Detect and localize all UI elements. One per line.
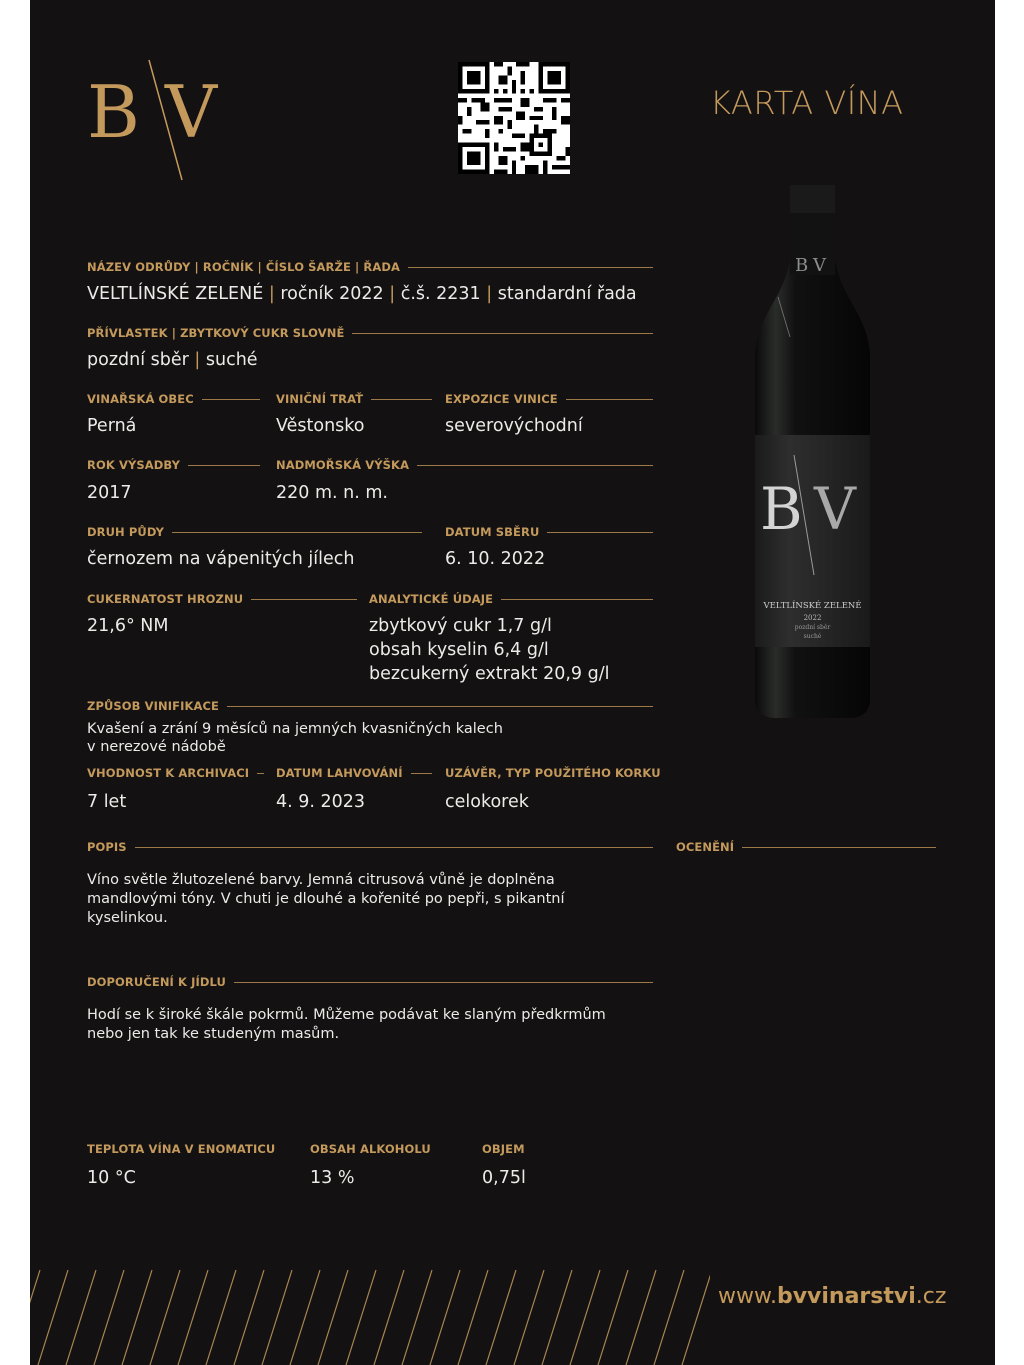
bottle-label-logo-b: B [760, 475, 803, 543]
website-suffix: .cz [915, 1284, 947, 1309]
temperature-value: 10 °C [87, 1168, 136, 1188]
predicate-value: pozdní sběr | suché [87, 350, 258, 370]
page-title: KARTA VÍNA [710, 84, 904, 122]
residual-sugar-value: zbytkový cukr 1,7 g/l [369, 616, 552, 636]
extract-value: bezcukerný extrakt 20,9 g/l [369, 664, 610, 684]
volume-value: 0,75l [482, 1168, 526, 1188]
tract-value: Věstonsko [276, 416, 365, 436]
bottle-label-predicate: pozdní sběr [794, 624, 831, 631]
village-label-text: VINAŘSKÁ OBEC [87, 392, 194, 406]
archive-label-text: VHODNOST K ARCHIVACI [87, 766, 250, 780]
planting-value: 2017 [87, 483, 132, 503]
acidity-value: obsah kyselin 6,4 g/l [369, 640, 549, 660]
bottle-label-year: 2022 [803, 614, 822, 622]
logo-letter-b: B [87, 70, 140, 154]
soil-value: černozem na vápenitých jílech [87, 549, 355, 569]
variety-label-text: NÁZEV ODRŮDY | ROČNÍK | ČÍSLO ŠARŽE | ŘADA [87, 260, 401, 274]
bottling-value: 4. 9. 2023 [276, 792, 366, 812]
alcohol-value: 13 % [310, 1168, 355, 1188]
archive-value: 7 let [87, 792, 127, 812]
vinification-line-1: Kvašení a zrání 9 měsíců na jemných kvasničných kalech [87, 721, 503, 737]
closure-value: celokorek [445, 792, 529, 812]
exposure-value: severovýchodní [445, 416, 583, 436]
soil-label [87, 525, 422, 539]
analytic-label-text: ANALYTICKÉ ÚDAJE [369, 592, 494, 606]
closure-label-text: UZÁVĚR, TYP POUŽITÉHO KORKU [445, 766, 661, 780]
wine-predicate: pozdní sběr [87, 350, 189, 370]
wine-bottle-image [750, 185, 875, 725]
wine-vintage: ročník 2022 [280, 284, 384, 304]
altitude-value: 220 m. n. m. [276, 483, 388, 503]
predicate-label-text: PŘÍVLASTEK | ZBYTKOVÝ CUKR SLOVNĚ [87, 326, 345, 340]
altitude-label [276, 458, 653, 472]
variety-value: VELTLÍNSKÉ ZELENÉ | ročník 2022 | č.š. 2231 | standardní řada [87, 284, 637, 304]
archive-label [87, 766, 264, 780]
predicate-section-label [87, 326, 653, 340]
decorative-stripes [30, 1270, 710, 1365]
pairing-line-2: nebo jen tak ke studeným masům. [87, 1026, 340, 1042]
closure-label [445, 766, 661, 780]
planting-label-text: ROK VÝSADBY [87, 458, 181, 472]
village-value: Perná [87, 416, 137, 436]
harvest-label [445, 525, 653, 539]
vinification-line-2: v nerezové nádobě [87, 739, 226, 755]
exposure-label [445, 392, 653, 406]
altitude-label-text: NADMOŘSKÁ VÝŠKA [276, 458, 410, 472]
planting-label [87, 458, 260, 472]
description-line-1: Víno světle žlutozelené barvy. Jemná citrusová vůně je doplněna [87, 872, 555, 888]
wine-name: VELTLÍNSKÉ ZELENÉ [87, 284, 264, 304]
harvest-label-text: DATUM SBĚRU [445, 525, 540, 539]
exposure-label-text: EXPOZICE VINICE [445, 392, 558, 406]
bottle-neck-logo-v: V [813, 255, 826, 276]
sugar-value: 21,6° NM [87, 616, 169, 636]
analytic-label [369, 592, 653, 606]
qr-code-icon[interactable] [458, 62, 570, 174]
description-line-3: kyselinkou. [87, 910, 168, 926]
variety-section-label [87, 260, 653, 274]
bottle-label-sweetness: suché [803, 633, 822, 640]
brand-logo [87, 58, 237, 183]
soil-label-text: DRUH PŮDY [87, 525, 165, 539]
description-label-text: POPIS [87, 840, 127, 854]
pairing-label [87, 975, 653, 989]
temperature-label: TEPLOTA VÍNA V ENOMATICU [87, 1142, 276, 1156]
bottling-label [276, 766, 432, 780]
pairing-label-text: DOPORUČENÍ K JÍDLU [87, 975, 226, 989]
tract-label [276, 392, 432, 406]
bottle-label-name: VELTLÍNSKÉ ZELENÉ [763, 601, 862, 611]
description-label [87, 840, 653, 854]
website-link[interactable] [718, 1284, 946, 1309]
tract-label-text: VINIČNÍ TRAŤ [276, 392, 364, 406]
website-domain: bvvinarstvi [776, 1284, 916, 1309]
awards-label-text: OCENĚNÍ [676, 840, 735, 854]
bottle-neck-logo-b: B [795, 255, 809, 276]
harvest-value: 6. 10. 2022 [445, 549, 546, 569]
bottling-label-text: DATUM LAHVOVÁNÍ [276, 766, 403, 780]
village-label [87, 392, 260, 406]
logo-letter-v: V [165, 70, 217, 154]
wine-card [30, 0, 995, 1365]
sugar-label-text: CUKERNATOST HROZNU [87, 592, 244, 606]
sugar-label [87, 592, 357, 606]
wine-batch: č.š. 2231 [400, 284, 481, 304]
vinification-label [87, 699, 653, 713]
volume-label: OBJEM [482, 1142, 525, 1156]
bottle-label-logo-v: V [814, 475, 856, 543]
wine-series: standardní řada [497, 284, 637, 304]
website-prefix: www. [718, 1284, 777, 1309]
pairing-line-1: Hodí se k široké škále pokrmů. Můžeme podávat ke slaným předkrmům [87, 1007, 606, 1023]
awards-label [676, 840, 936, 854]
wine-sweetness: suché [205, 350, 258, 370]
description-line-2: mandlovými tóny. V chuti je dlouhé a kořenité po pepři, s pikantní [87, 891, 565, 907]
vinification-label-text: ZPŮSOB VINIFIKACE [87, 699, 219, 713]
alcohol-label: OBSAH ALKOHOLU [310, 1142, 431, 1156]
